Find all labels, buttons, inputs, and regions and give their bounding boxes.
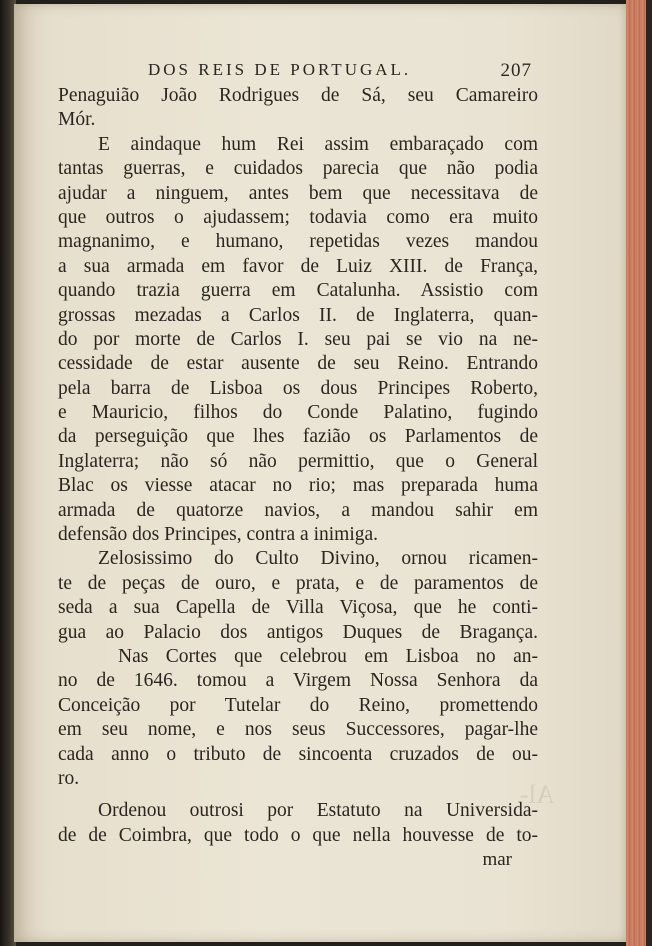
text-block [58, 60, 538, 872]
bleed-through-text: Al- [520, 780, 555, 809]
text-line: ro. [58, 767, 80, 789]
text-line: grossas mezadas a Carlos II. de Inglaterra, quan- [58, 304, 538, 326]
text-line: do por morte de Carlos I. seu pai se vio na ne- [58, 328, 538, 350]
text-line: que outros o ajudassem; todavia como era muito [58, 206, 538, 228]
text-line: te de peças de ouro, e prata, e de paramentos de [58, 572, 538, 594]
text-line: cessidade de estar ausente de seu Reino. Entrando [58, 353, 538, 375]
text-line: Inglaterra; não só não permittio, que o General [58, 450, 538, 472]
text-line: gua ao Palacio dos antigos Duques de Bragança. [58, 621, 538, 643]
text-line: Mór. [58, 109, 96, 131]
text-line: Nas Cortes que celebrou em Lisboa no an- [118, 645, 538, 667]
text-line: ajudar a ninguem, antes bem que necessitava de [58, 182, 538, 204]
page-number: 207 [500, 60, 532, 81]
text-line: quando trazia guerra em Catalunha. Assistio com [58, 280, 538, 302]
running-title: DOS REIS DE PORTUGAL. [148, 60, 412, 79]
text-line: da perseguição que lhes fazião os Parlamentos de [58, 426, 538, 448]
text-line: de de Coimbra, que todo o que nella houvesse de to- [58, 824, 538, 846]
text-line: cada anno o tributo de sincoenta cruzados de ou- [58, 743, 538, 765]
text-line: magnanimo, e humano, repetidas vezes mandou [58, 231, 538, 253]
text-line: Conceição por Tutelar do Reino, promettendo [58, 694, 538, 716]
text-line: seda a sua Capella de Villa Viçosa, que he conti- [58, 597, 538, 619]
text-line: Zelosissimo do Culto Divino, ornou ricamen- [98, 548, 538, 570]
text-line: Ordenou outrosi por Estatuto na Universida- [98, 800, 538, 822]
text-line: pela barra de Lisboa os dous Principes Roberto, [58, 377, 538, 399]
text-line: no de 1646. tomou a Virgem Nossa Senhora da [58, 670, 538, 692]
page-edge-stack [626, 0, 646, 946]
text-line: armada de quatorze navios, a mandou sahir em [58, 499, 538, 521]
text-line: defensão dos Principes, contra a inimiga. [58, 524, 379, 546]
scan-border [646, 0, 652, 946]
text-line: E aindaque hum Rei assim embaraçado com [98, 133, 538, 155]
text-line: em seu nome, e nos seus Successores, pagar-lhe [58, 719, 538, 741]
text-line: tantas guerras, e cuidados parecia que não podia [58, 158, 538, 180]
text-line: a sua armada em favor de Luiz XIII. de França, [58, 255, 538, 277]
text-line: Penaguião João Rodrigues de Sá, seu Camareiro [58, 85, 538, 106]
catchword: mar [482, 849, 512, 871]
text-line: e Mauricio, filhos do Conde Palatino, fugindo [58, 402, 538, 424]
running-head [58, 60, 538, 84]
text-line: Blac os viesse atacar no rio; mas preparada huma [58, 475, 538, 497]
